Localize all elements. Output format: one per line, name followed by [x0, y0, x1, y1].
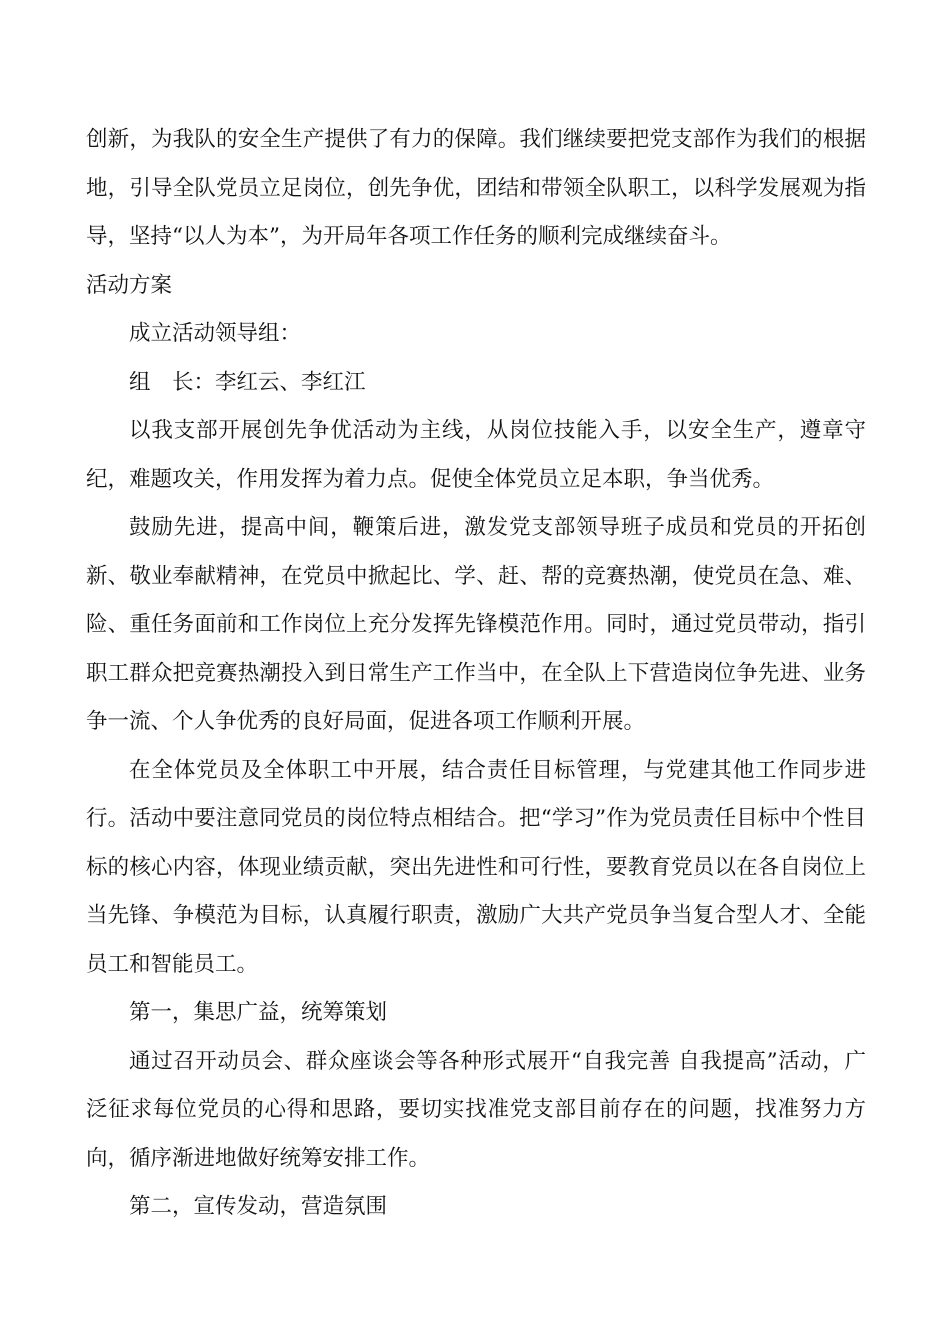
paragraph-leadership-group: 成立活动领导组：	[129, 321, 302, 346]
paragraph-encourage: 鼓励先进，提高中间，鞭策后进，激发党支部领导班子成员和党员的开拓创新、敬业奉献精神，在党员中掀起比、学、赶、帮的竞赛热潮，使党员在急、难、险、重任务面前和工作岗位上充分发挥先锋模范作用。同时，通过党员带动，指引职工群众把竞赛热潮投入到日常生产工作当中，在全队上下营造岗位争先进、业务争一流、个人争优秀的良好局面，促进各项工作顺利开展。	[86, 515, 866, 734]
section-heading-activity-plan: 活动方案	[86, 272, 173, 298]
paragraph-main-line: 以我支部开展创先争优活动为主线，从岗位技能入手，以安全生产，遵章守纪，难题攻关，作用发挥为着力点。促使全体党员立足本职，争当优秀。	[86, 418, 866, 492]
paragraph-step-two-heading: 第二，宣传发动，营造氛围	[129, 1194, 388, 1219]
paragraph-continuation: 创新，为我队的安全生产提供了有力的保障。我们继续要把党支部作为我们的根据地，引导全队党员立足岗位，创先争优，团结和带领全队职工，以科学发展观为指导，坚持“以人为本”，为开局年各项工作任务的顺利完成继续奋斗。	[86, 127, 866, 249]
paragraph-step-one-heading: 第一，集思广益，统筹策划	[129, 1000, 388, 1025]
paragraph-step-one-body: 通过召开动员会、群众座谈会等各种形式展开“自我完善 自我提高”活动，广泛征求每位党员的心得和思路，要切实找准党支部目前存在的问题，找准努力方向，循序渐进地做好统筹安排工作。	[86, 1048, 866, 1171]
paragraph-group-leader: 组 长：李红云、李红江	[129, 369, 366, 395]
document-page	[86, 116, 866, 1232]
paragraph-scope: 在全体党员及全体职工中开展，结合责任目标管理，与党建其他工作同步进行。活动中要注意同党员的岗位特点相结合。把“学习”作为党员责任目标中个性目标的核心内容，体现业绩贡献，突出先进性和可行性，要教育党员以在各自岗位上当先锋、争模范为目标，认真履行职责，激励广大共产党员争当复合型人才、全能员工和智能员工。	[86, 757, 866, 977]
